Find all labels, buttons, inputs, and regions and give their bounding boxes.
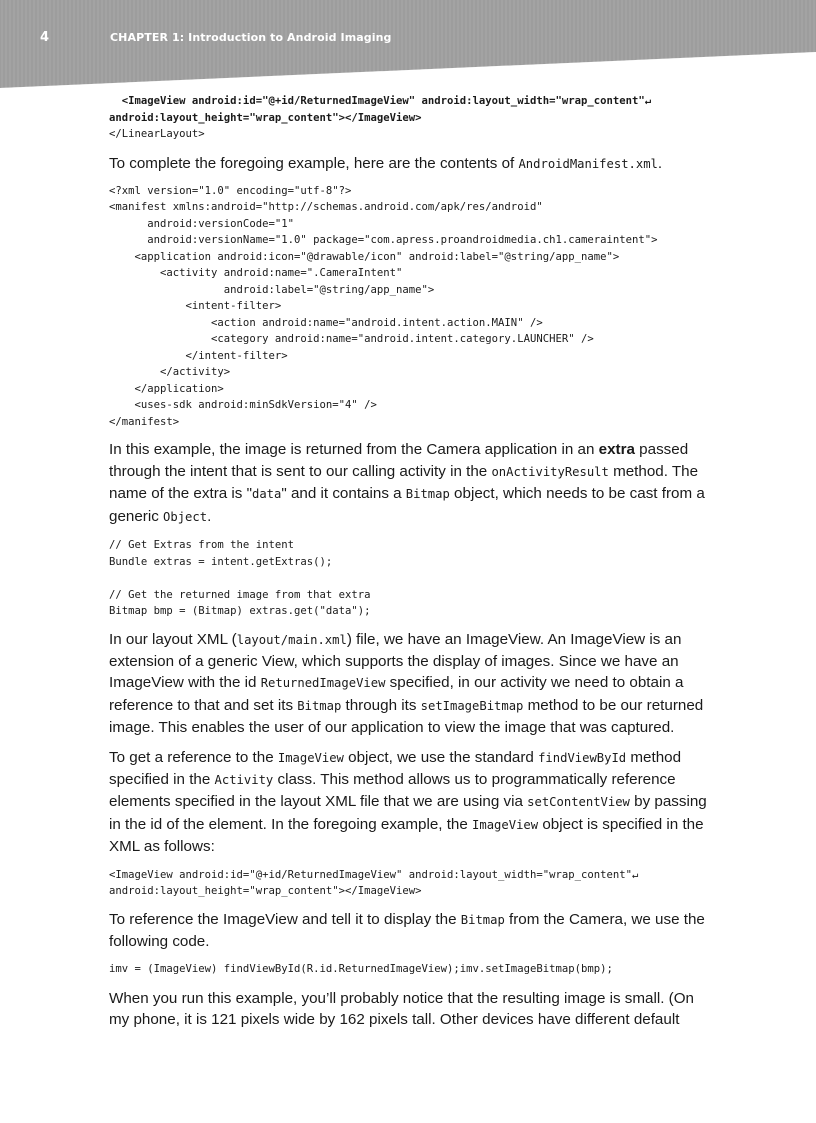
inline-code: Activity [214, 772, 274, 787]
inline-code: data [252, 487, 282, 502]
inline-code: setImageBitmap [420, 698, 524, 713]
code-block-intro [109, 93, 709, 126]
inline-code: ImageView [472, 817, 539, 832]
continuation-arrow-icon: ↵ [632, 868, 639, 881]
code-line: android:layout_height="wrap_content"></ImageView> [109, 111, 422, 124]
inline-code: ImageView [277, 750, 344, 765]
paragraph-extra-explanation: In this example, the image is returned from the Camera application in an extra passed through the intent that is sent to our calling activity in the onActivityResult method. The name of the extra is "data" and it contains a Bitmap object, which needs to be cast from a generic Object. [109, 441, 705, 525]
paragraph-findviewbyid: To get a reference to the ImageView object, we use the standard findViewById method specified in the Activity class. This method allows us to programmatically reference elements specified in the layout XML file that we are using via setContentView by passing in the id of the element. In the foregoing example, the ImageView object is specified in the XML as follows: [109, 748, 707, 856]
code-line: android:layout_height="wrap_content"></ImageView> [109, 885, 422, 898]
code-line: <ImageView android:id="@+id/ReturnedImageView" android:layout_width="wrap_content" [109, 868, 632, 881]
inline-code: AndroidManifest.xml [518, 156, 658, 171]
continuation-arrow-icon: ↵ [644, 95, 652, 107]
inline-code: layout/main.xml [236, 632, 347, 647]
inline-code: Bitmap [297, 698, 342, 713]
paragraph-imageview-layout: In our layout XML (layout/main.xml) file, we have an ImageView. An ImageView is an extension of a generic View, which supports the display of images. Since we have an ImageView with the id ReturnedImageView specified, in our activity we need to obtain a reference to that and set its Bitmap through its setImageBitmap method to be our returned image. This enables the user of our application to view the image that was captured. [109, 630, 704, 737]
bold-term: extra [598, 441, 635, 459]
inline-code: Bitmap [460, 912, 505, 927]
paragraph-reference-imageview: To reference the ImageView and tell it to display the Bitmap from the Camera, we use the following code. [109, 910, 705, 950]
code-line-closing-layout: </LinearLayout> [109, 128, 205, 140]
inline-code: ReturnedImageView [260, 676, 386, 691]
chapter-header-band [0, 0, 816, 88]
inline-code: setContentView [527, 795, 630, 810]
inline-code: onActivityResult [491, 464, 609, 479]
page-number: 4 [40, 30, 50, 45]
code-line-set-bitmap: imv = (ImageView) findViewById(R.id.ReturnedImageView);imv.setImageBitmap(bmp); [109, 963, 613, 976]
paragraph-image-size: When you run this example, you’ll probably notice that the resulting image is small. (On my phone, it is 121 pixels wide by 162 pixels tall. Other devices have different default [109, 989, 695, 1029]
paragraph-manifest-intro: To complete the foregoing example, here are the contents of AndroidManifest.xml. [109, 154, 663, 172]
code-block-imageview [109, 867, 709, 900]
chapter-title: CHAPTER 1: Introduction to Android Imaging [110, 31, 392, 44]
code-line: <ImageView android:id="@+id/ReturnedImageView" android:layout_width="wrap_content" [109, 95, 645, 107]
inline-code: Bitmap [405, 487, 450, 502]
code-block-manifest: <?xml version="1.0" encoding="utf-8"?> <manifest xmlns:android="http://schemas.android.com/apk/res/android" android:versionCode="1" android:versionName="1.0" package="com.apress.proandroidmedia.ch1.cameraintent"> <application android:icon="@drawable/icon" android:label="@string/app_name"> <activity android:name=".CameraIntent" android:label="@string/app_name"> <intent-filter> <action android:name="android.intent.action.MAIN" /> <category android:name="android.intent.category.LAUNCHER" /> </intent-filter> </activity> </application> <uses-sdk android:minSdkVersion="4" /> </manifest> [109, 184, 658, 428]
inline-code: findViewById [538, 750, 627, 765]
page-body [109, 93, 709, 1031]
code-block-get-extras: // Get Extras from the intent Bundle extras = intent.getExtras(); // Get the returned image from that extra Bitmap bmp = (Bitmap) extras.get("data"); [109, 539, 371, 618]
inline-code: Object [163, 509, 208, 524]
